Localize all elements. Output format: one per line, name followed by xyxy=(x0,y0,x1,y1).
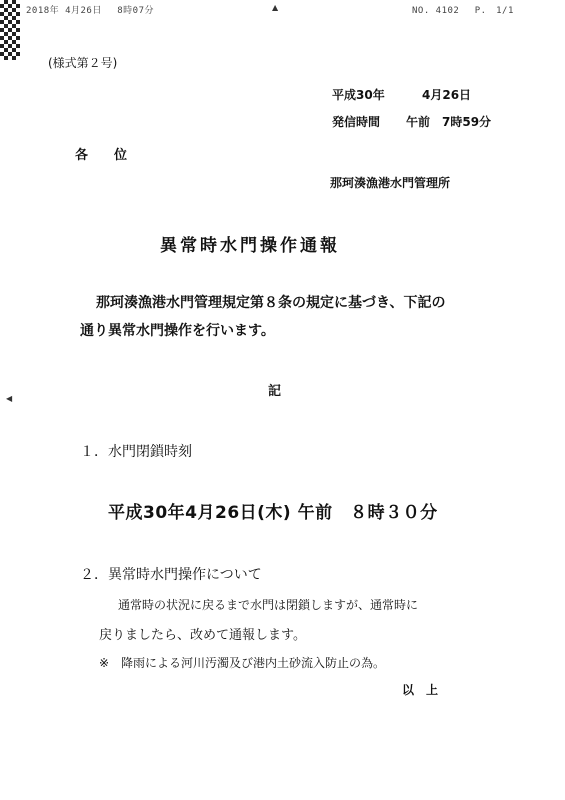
send-time-label: 発信時間 xyxy=(332,115,381,129)
item1-heading: １．水門閉鎖時刻 xyxy=(80,444,192,460)
fax-datetime: 2018年 4月26日 8時07分 xyxy=(26,6,155,16)
ki-label: 記 xyxy=(268,384,282,399)
date-era-year: 平成30年 xyxy=(332,88,385,102)
item2-line-2: 戻りましたら、改めて通報します。 xyxy=(99,628,306,643)
item2-line-1: 通常時の状況に戻るまで水門は閉鎖しますが、通常時に xyxy=(118,598,419,612)
sender-name: 那珂湊漁港水門管理所 xyxy=(330,176,451,190)
addressee: 各 位 xyxy=(75,148,128,163)
send-time-value: 午前 7時59分 xyxy=(406,115,492,129)
intro-line-1: 那珂湊漁港水門管理規定第８条の規定に基づき、下記の xyxy=(96,295,446,311)
date-month-day: 4月26日 xyxy=(422,88,472,102)
form-number: (様式第２号) xyxy=(48,56,118,70)
fax-checker-mark xyxy=(0,0,20,60)
item2-note: ※ 降雨による河川汚濁及び港内土砂流入防止の為。 xyxy=(99,656,386,670)
scan-mark-left: ◀ xyxy=(6,394,13,403)
scan-mark-top: ▲ xyxy=(272,3,279,12)
item2-heading: ２．異常時水門操作について xyxy=(80,567,262,583)
item1-closure-time: 平成30年4月26日(木) 午前 ８時３０分 xyxy=(108,503,438,523)
fax-page-number: NO. 4102 P. 1/1 xyxy=(412,6,514,16)
intro-line-2: 通り異常水門操作を行います。 xyxy=(80,323,275,339)
document-title: 異常時水門操作通報 xyxy=(160,236,340,256)
closing-ijo: 以 上 xyxy=(402,683,439,697)
